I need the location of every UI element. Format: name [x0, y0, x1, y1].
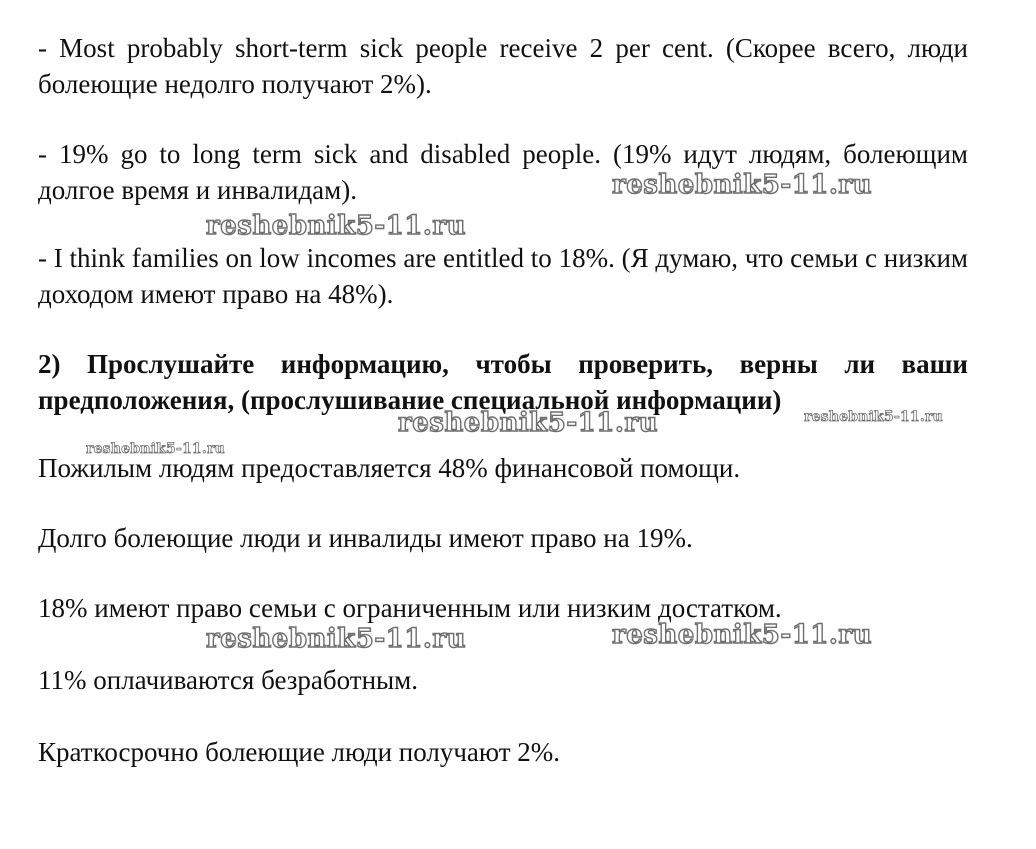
watermark-text: reshebnik5-11.ru [206, 624, 467, 654]
watermark-text: reshebnik5-11.ru [612, 620, 873, 650]
watermark-text: reshebnik5-11.ru [86, 441, 225, 457]
answer-line-elderly: Пожилым людям предоставляется 48% финансовой помощи. [38, 453, 741, 483]
watermark-text: reshebnik5-11.ru [398, 408, 659, 438]
answer-line-disabled: Долго болеющие люди и инвалиды имеют право на 19%. [38, 523, 693, 553]
paragraph-short-term-sick: - Most probably short-term sick people receive 2 per cent. (Скорее всего, люди болеющие недолго получают 2%). [38, 33, 968, 99]
answer-line-families: 18% имеют право семьи с ограниченным или низким достатком. [38, 593, 782, 623]
answer-line-short-term: Краткосрочно болеющие люди получают 2%. [38, 737, 561, 767]
paragraph-long-term-sick: - 19% go to long term sick and disabled people. (19% идут людям, болеющим долгое время и инвалидам). [38, 139, 968, 205]
watermark-text: reshebnik5-11.ru [206, 211, 467, 241]
watermark-text: reshebnik5-11.ru [612, 170, 873, 200]
section-heading-listening-task: 2) Прослушайте информацию, чтобы проверить, верны ли ваши предположения, (прослушивание специальной информации) [38, 349, 968, 415]
watermark-text: reshebnik5-11.ru [804, 409, 943, 425]
answer-line-unemployed: 11% оплачиваются безработным. [38, 665, 419, 695]
paragraph-low-income-families: - I think families on low incomes are entitled to 18%. (Я думаю, что семьи с низким доходом имеют право на 48%). [38, 243, 968, 309]
